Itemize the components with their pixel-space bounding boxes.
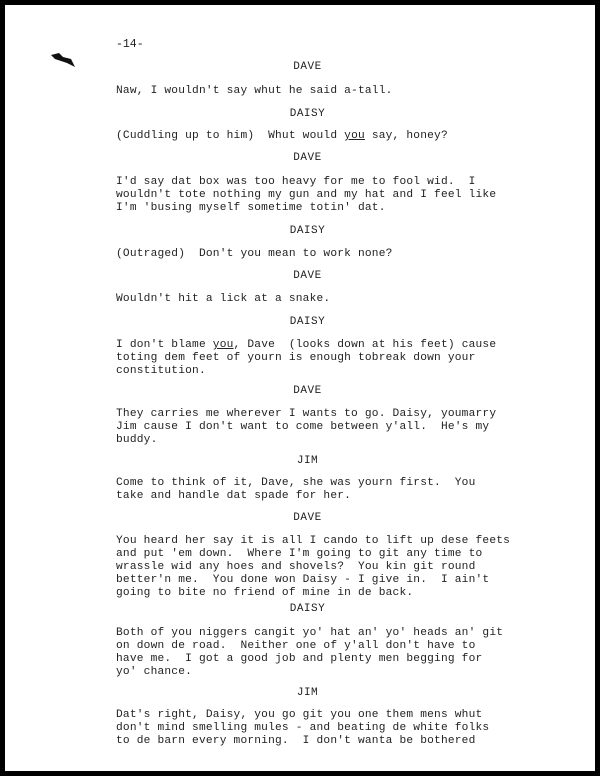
dialogue-line: don't mind smelling mules - and beating de white folks <box>116 722 490 734</box>
dialogue-line: I'd say dat box was too heavy for me to fool wid. I <box>116 176 476 188</box>
dialogue-line: have me. I got a good job and plenty men begging for <box>116 653 483 665</box>
dialogue-line: Jim cause I don't want to come between y'all. He's my <box>116 421 490 433</box>
underlined-word: you <box>212 339 234 351</box>
cue-dave: DAVE <box>293 152 322 164</box>
dialogue-line: Naw, I wouldn't say whut he said a-tall. <box>116 85 393 97</box>
dialogue-line: Both of you niggers cangit yo' hat an' yo' heads an' git <box>116 627 504 639</box>
dialogue-line: Dat's right, Daisy, you go git you one them mens whut <box>116 709 483 721</box>
cue-daisy: DAISY <box>289 316 326 328</box>
dialogue-line: toting dem feet of yourn is enough tobreak down your <box>116 352 476 364</box>
dialogue-line: to de barn every morning. I don't wanta be bothered <box>116 735 476 747</box>
cue-dave: DAVE <box>293 61 322 73</box>
dialogue-line: wouldn't tote nothing my gun and my hat and I feel like <box>116 189 497 201</box>
cue-dave: DAVE <box>293 385 322 397</box>
dialogue-line: yo' chance. <box>116 666 193 678</box>
dialogue-line: I'm 'busing myself sometime totin' dat. <box>116 202 386 214</box>
dialogue-line: wrassle wid any hoes and shovels? You kin git round <box>116 561 476 573</box>
cue-jim: JIM <box>296 455 319 467</box>
cue-dave: DAVE <box>293 270 322 282</box>
dialogue-line: on down de road. Neither one of y'all don't have to <box>116 640 476 652</box>
dialogue-line: better'n me. You done won Daisy - I give in. I ain't <box>116 574 490 586</box>
dialogue-line: Come to think of it, Dave, she was yourn first. You <box>116 477 476 489</box>
dialogue-line: constitution. <box>116 365 206 377</box>
cue-daisy: DAISY <box>289 108 326 120</box>
underlined-word: you <box>344 130 365 142</box>
cue-jim: JIM <box>296 687 319 699</box>
cue-daisy: DAISY <box>289 225 326 237</box>
dialogue-line: You heard her say it is all I cando to lift up dese feets <box>116 535 511 547</box>
dialogue-line: going to bite no friend of mine in de back. <box>116 587 414 599</box>
dialogue-line: They carries me wherever I wants to go. Daisy, youmarry <box>116 408 497 420</box>
dialogue-line: Wouldn't hit a lick at a snake. <box>116 293 331 305</box>
script-page <box>5 5 595 771</box>
dialogue-line: buddy. <box>116 434 158 446</box>
dialogue-line: (Cuddling up to him) Whut would you say, honey? <box>116 130 448 142</box>
page-number: -14- <box>116 38 144 51</box>
dialogue-line: (Outraged) Don't you mean to work none? <box>116 248 393 260</box>
cue-daisy: DAISY <box>289 603 326 615</box>
dialogue-line: take and handle dat spade for her. <box>116 490 352 502</box>
cue-dave: DAVE <box>293 512 322 524</box>
dialogue-line: I don't blame you, Dave (looks down at his feet) cause <box>116 339 497 351</box>
dialogue-line: and put 'em down. Where I'm going to git any time to <box>116 548 483 560</box>
